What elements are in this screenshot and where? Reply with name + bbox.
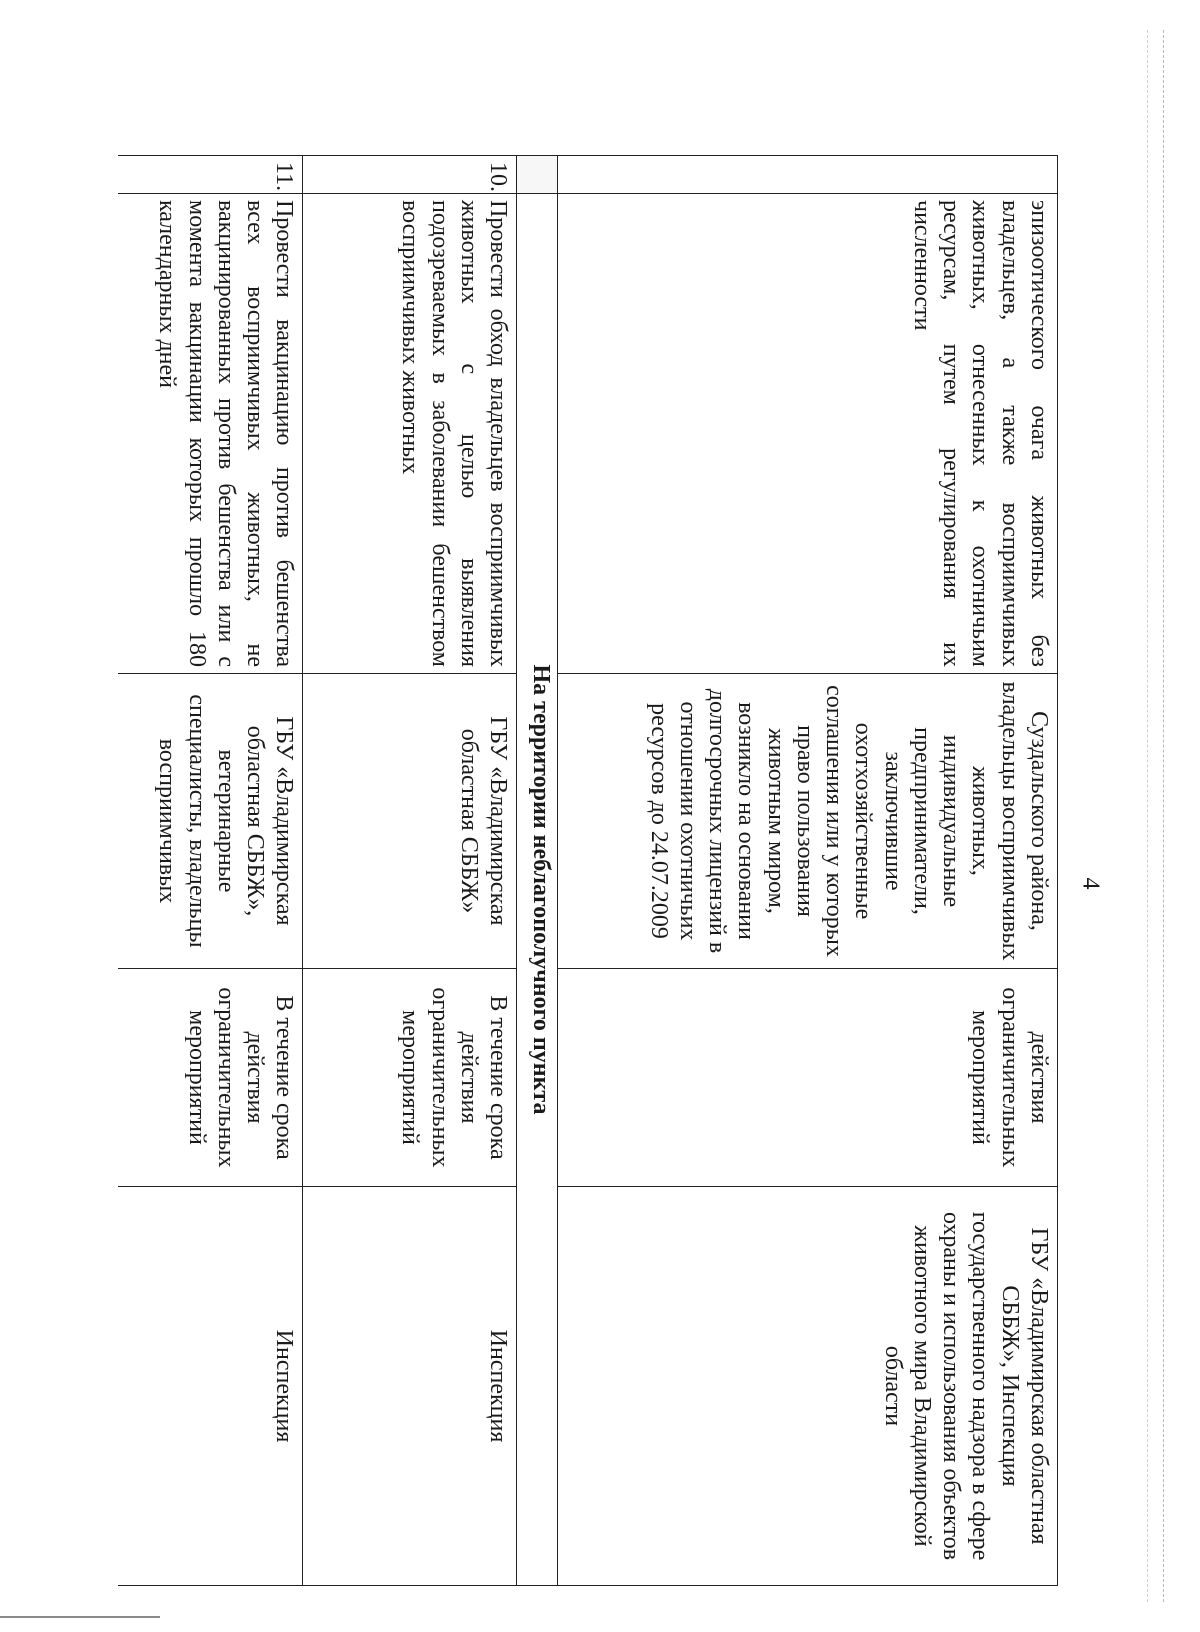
scan-edge-line (1163, 30, 1164, 1602)
row-number: 11. (118, 156, 303, 194)
table-row (303, 156, 517, 1586)
section-row (517, 156, 558, 1586)
executor-cell: ГБУ «Владимирская областная СББЖ» (303, 674, 517, 969)
table-row (118, 156, 303, 1586)
term-cell: действия ограничительных мероприятий (558, 969, 1058, 1187)
control-cell: Инспекция (303, 1187, 517, 1586)
action-cell: эпизоотического очага животных без владельцев, а также восприимчивых животных, отнесенных к охотничьим ресурсам, путем регулирования их численности (558, 194, 1058, 674)
scan-edge-line (1147, 30, 1148, 1602)
measures-table (118, 155, 1058, 1586)
section-heading: На территории неблагополучного пункта (517, 194, 558, 1586)
page-number: 4 (1077, 877, 1104, 890)
term-cell: В течение срока действия ограничительных мероприятий (118, 969, 303, 1187)
action-cell: Провести обход владельцев восприимчивых животных с целью выявления подозреваемых в заболевании бешенством восприимчивых животных (303, 194, 517, 674)
table-row (558, 156, 1058, 1586)
section-left-cell (517, 156, 558, 194)
term-cell: В течение срока действия ограничительных мероприятий (303, 969, 517, 1187)
control-cell: Инспекция (118, 1187, 303, 1586)
rotated-table-sheet (118, 155, 1058, 1585)
row-number (558, 156, 1058, 194)
executor-cell: ГБУ «Владимирская областная СББЖ», ветеринарные специалисты, владельцы восприимчивых (118, 674, 303, 969)
row-number: 10. (303, 156, 517, 194)
scan-edge-line (0, 1616, 160, 1618)
control-cell: ГБУ «Владимирская областная СББЖ», Инспекция государственного надзора в сфере охраны и использования объектов животного мира Владимирской области (558, 1187, 1058, 1586)
executor-cell: Суздальского района, владельцы восприимчивых животных, индивидуальные предприниматели, заключившие охотхозяйственные соглашения или у которых право пользования животным миром, возникло на основании долгосрочных лицензий в отношении охотничьих ресурсов до 24.07.2009 (558, 674, 1058, 969)
action-cell: Провести вакцинацию против бешенства всех восприимчивых животных, не вакцинированных против бешенства или с момента вакцинации которых прошло 180 календарных дней (118, 194, 303, 674)
